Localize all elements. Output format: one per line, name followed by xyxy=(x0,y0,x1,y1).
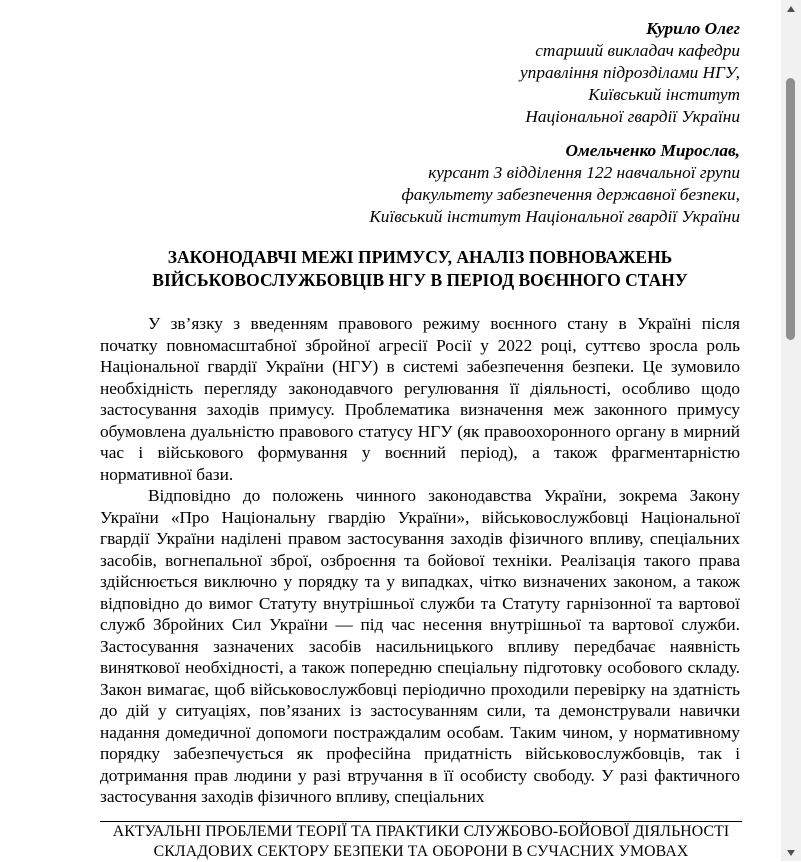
triangle-up-icon xyxy=(787,6,795,12)
title-line: ВІЙСЬКОВОСЛУЖБОВЦІВ НГУ В ПЕРІОД ВОЄННОГО СТАНУ xyxy=(152,270,688,290)
author-2 xyxy=(369,140,740,228)
author-affiliation-line: управління підрозділами НГУ, xyxy=(520,63,740,82)
author-affiliation-line: Київський інститут xyxy=(588,85,740,104)
triangle-down-icon xyxy=(787,850,795,856)
footer-line: АКТУАЛЬНІ ПРОБЛЕМИ ТЕОРІЇ ТА ПРАКТИКИ СЛУЖБОВО-БОЙОВОЇ ДІЯЛЬНОСТІ xyxy=(112,823,730,840)
author-affiliation-line: старший викладач кафедри xyxy=(535,41,740,60)
vertical-scrollbar[interactable] xyxy=(781,0,801,861)
article-body xyxy=(100,313,740,808)
author-affiliation-line: факультету забезпечення державної безпеки, xyxy=(401,185,740,204)
footer-line: СКЛАДОВИХ СЕКТОРУ БЕЗПЕКИ ТА ОБОРОНИ В СУЧАСНИХ УМОВАХ xyxy=(153,843,689,860)
scroll-up-button[interactable] xyxy=(781,0,801,17)
author-name: Курило Олег xyxy=(646,19,740,38)
paragraph: У зв’язку з введенням правового режиму воєнного стану в Україні після початку повномасштабної збройної агресії Росії у 2022 році, суттєво зросла роль Національної гвардії України (НГУ) в системі забезпечення безпеки. Це зумовило необхідність перегляду законодавчого регулювання її діяльності, особливо щодо застосування заходів примусу. Проблематика визначення меж законного примусу обумовлена дуальністю правового статусу НГУ (як правоохоронного органу в мирний час і військового формування у воєнний період), а також фрагментарністю нормативної бази. xyxy=(100,314,740,484)
author-affiliation-line: Національної гвардії України xyxy=(525,107,740,126)
running-footer xyxy=(100,822,742,862)
title-line: ЗАКОНОДАВЧІ МЕЖІ ПРИМУСУ, АНАЛІЗ ПОВНОВАЖЕНЬ xyxy=(167,247,673,267)
paragraph: Відповідно до положень чинного законодавства України, зокрема Закону України «Про Національну гвардію України», військовослужбовці Національної гвардії України наділені правом застосування заходів фізичного впливу, спеціальних засобів, вогнепальної зброї, озброєння та бойової техніки. Реалізація такого права здійснюється виключно у порядку та у випадках, чітко визначених законом, а також відповідно до вимог Статуту внутрішньої служби та Статуту гарнізонної та вартової служб Збройних Сил України — під час несення внутрішньої та вартової служби. Застосування зазначених засобів насильницького впливу передбачає наявність виняткової необхідності, а також попередню спеціальну підготовку особового складу. Закон вимагає, щоб військовослужбовці періодично проходили перевірку на здатність до дій у ситуаціях, пов’язаних із застосуванням сили, та демонстрували навички надання домедичної допомоги постраждалим особам. Таким чином, у нормативному порядку забезпечується як професійна придатність військовослужбовців, так і дотримання прав людини у разі втручання в її особисту свободу. У разі фактичного застосування заходів фізичного впливу, спеціальних xyxy=(100,486,740,806)
scroll-down-button[interactable] xyxy=(781,844,801,861)
author-affiliation-line: курсант 3 відділення 122 навчальної групи xyxy=(428,163,740,182)
author-1 xyxy=(369,18,740,128)
article-title xyxy=(100,246,740,292)
author-name: Омельченко Мирослав, xyxy=(565,141,740,160)
scroll-thumb[interactable] xyxy=(786,78,795,340)
author-affiliation-line: Київський інститут Національної гвардії України xyxy=(369,207,740,226)
authors-block xyxy=(369,18,740,228)
